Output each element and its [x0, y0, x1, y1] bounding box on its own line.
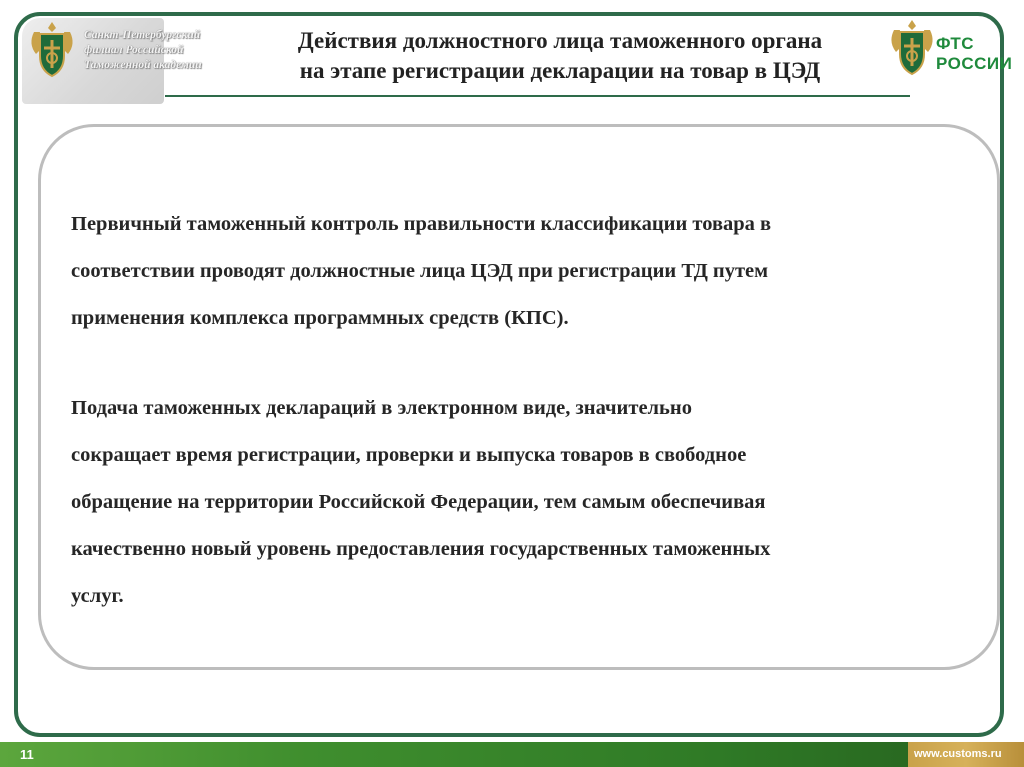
fts-line: РОССИИ [936, 54, 1013, 73]
paragraph-electronic-declaration [71, 385, 971, 620]
footer-site-panel [908, 742, 1024, 767]
customs-emblem-icon [26, 18, 78, 80]
academy-line: Санкт-Петербургский [84, 29, 201, 41]
academy-line: Таможенной академии [84, 59, 202, 71]
fts-emblem-icon [888, 18, 936, 78]
paragraph-line: сокращает время регистрации, проверки и выпуска товаров в свободное [71, 444, 747, 466]
fts-line: ФТС [936, 34, 975, 53]
fts-logo [884, 14, 1013, 96]
title-line: Действия должностного лица таможенного органа [297, 28, 823, 53]
paragraph-line: применения комплекса программных средств (КПС). [71, 307, 569, 329]
paragraph-primary-control [71, 201, 971, 342]
site-url: www.customs.ru [914, 748, 1002, 760]
paragraph-line: Первичный таможенный контроль правильности классификации товара в [71, 213, 772, 235]
header-divider [165, 95, 910, 97]
academy-name [84, 28, 244, 73]
content-panel [38, 124, 1000, 670]
paragraph-line: обращение на территории Российской Федерации, тем самым обеспечивая [71, 491, 766, 513]
paragraph-line: услуг. [71, 585, 124, 607]
paragraph-line: Подача таможенных деклараций в электронном виде, значительно [71, 397, 692, 419]
title-line: на этапе регистрации декларации на товар в ЦЭД [299, 58, 821, 83]
academy-line: филиал Российской [84, 44, 184, 56]
paragraph-line: соответствии проводят должностные лица ЦЭД при регистрации ТД путем [71, 260, 769, 282]
footer-bar [0, 742, 1024, 767]
slide-title [250, 26, 870, 86]
paragraph-line: качественно новый уровень предоставления государственных таможенных [71, 538, 771, 560]
fts-wordmark [936, 34, 1013, 74]
slide-number: 11 [20, 747, 34, 762]
